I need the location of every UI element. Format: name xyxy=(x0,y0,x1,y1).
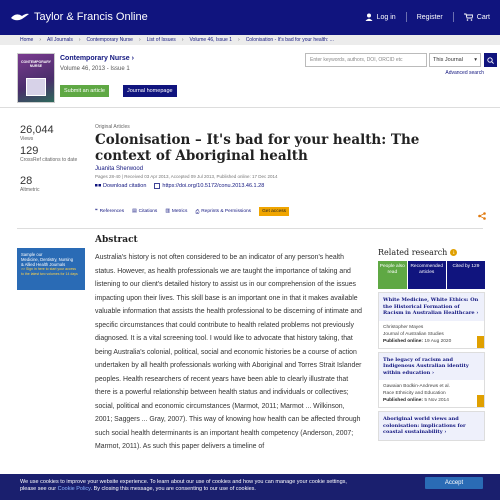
references-icon: ❝ xyxy=(95,209,98,214)
register-link[interactable]: Register xyxy=(416,13,443,21)
download-citation-link[interactable] xyxy=(95,183,146,189)
related-card[interactable] xyxy=(378,411,485,441)
cart-icon xyxy=(464,13,473,21)
metrics-icon: ▥ xyxy=(165,209,170,214)
article-dates: Pages 28-40 | Received 03 Apr 2013, Accepted 09 Jul 2013, Published online: 17 Dec 2014 xyxy=(95,174,278,179)
ad-line: & Allied Health Journals xyxy=(21,262,66,267)
ad-signin: >> Sign in here to start your access xyxy=(21,267,77,271)
share-icon xyxy=(478,212,486,220)
breadcrumb-caret: › xyxy=(181,37,184,43)
tab-references[interactable] xyxy=(95,209,124,214)
cookie-text: We use cookies to improve your website experience. To learn about our use of cookies and how you can manage your cookie settings, xyxy=(20,479,347,485)
views-label: Views xyxy=(20,136,34,142)
breadcrumb-caret: › xyxy=(78,37,81,43)
accept-cookies-button[interactable]: Accept xyxy=(425,477,483,489)
brand-name: Taylor & Francis Online xyxy=(34,11,148,23)
user-icon xyxy=(365,13,373,21)
search-scope-select[interactable] xyxy=(429,53,481,67)
breadcrumb-issues[interactable]: List of Issues xyxy=(146,37,176,43)
views-metric xyxy=(20,124,54,142)
related-card-author: Christopher Mayes xyxy=(383,324,424,330)
ribbon-icon xyxy=(477,336,484,348)
cart-link[interactable] xyxy=(464,13,490,21)
search-button[interactable] xyxy=(484,53,497,67)
share-button[interactable] xyxy=(478,207,486,225)
breadcrumb-caret: › xyxy=(138,37,141,43)
altmetric-label: Altmetric xyxy=(20,187,40,193)
cover-title: CONTEMPORARY NURSE xyxy=(21,60,52,68)
tab-recommended-articles[interactable]: Recommended articles xyxy=(408,261,446,289)
article-title: Colonisation – It's bad for your health: The context of Aboriginal health xyxy=(95,132,420,164)
advanced-search-link[interactable]: Advanced search xyxy=(445,70,484,76)
breadcrumb xyxy=(0,35,500,45)
submit-article-button[interactable]: Submit an article xyxy=(60,85,109,97)
info-icon[interactable]: i xyxy=(450,249,457,256)
doi-link[interactable] xyxy=(154,183,264,189)
citations-count: 129 xyxy=(20,145,39,157)
sample-journals-ad[interactable] xyxy=(17,248,85,290)
altmetric-metric[interactable] xyxy=(20,175,39,193)
article-type: Original Articles xyxy=(95,124,130,130)
tab-metrics[interactable] xyxy=(165,209,187,214)
related-card-title[interactable]: The legacy of racism and Indigenous Australian identity within education › xyxy=(379,353,484,381)
divider xyxy=(453,12,454,22)
breadcrumb-caret: › xyxy=(39,37,42,43)
related-card-title[interactable]: White Medicine, White Ethics: On the Historical Formation of Racism in Australian Healthcare › xyxy=(379,293,484,321)
login-label: Log in xyxy=(376,13,396,21)
download-citation-label: Download citation xyxy=(103,183,147,189)
related-card[interactable] xyxy=(378,352,485,409)
breadcrumb-article: Colonisation - It's bad for your health: ... xyxy=(245,37,334,43)
tab-reprints[interactable] xyxy=(195,209,251,215)
journal-cover[interactable] xyxy=(17,53,55,103)
ribbon-icon xyxy=(477,395,484,407)
related-card[interactable] xyxy=(378,292,485,349)
abstract-body: Australia's history is not often considered to be an indicator of any person's health status. However, as health professionals we are taught the importance of taking and listening to our client's detailed history to assist us in our comprehension of the issues impacting upon their lives. This skill base is an important one in that it makes available valuable information that assists the health professional to be discerning of intimate and specific circumstances that could contribute to health related problems not previously diagnosed. It is a vital screening tool. I would like to advocate that history taking, that being Australia's colonial, political, social and economic histories be a course of action undertaken by all health professionals working with Aboriginal and Torres Strait Islander peoples. Health researchers of recent years have been able to clearly illustrate that there is a powerful relationship between health status and individuals or collectives; social, political and economic circumstances (Marmot, 2011; Marmot ... Wilkinson, 2001; Saggers ... Gray, 2007). This way of knowing how health can be affected through such social health determinants is an important health competency (Anderson, 2007; Marmot, 2011). As such this paper delivers a timeline of xyxy=(95,254,362,450)
related-research-panel xyxy=(378,248,485,441)
tab-people-also-read[interactable]: People also read xyxy=(378,261,407,289)
views-count: 26,044 xyxy=(20,124,54,136)
related-heading: Related research xyxy=(378,248,448,257)
quote-icon xyxy=(95,184,101,189)
chevron-down-icon: ▾ xyxy=(474,57,477,63)
breadcrumb-caret: › xyxy=(238,37,240,43)
altmetric-count: 28 xyxy=(20,175,33,187)
tab-references-label: References xyxy=(99,209,125,214)
breadcrumb-home[interactable]: Home xyxy=(20,37,34,43)
related-card-journal: Journal of Australian Studies xyxy=(383,331,444,337)
logo-icon xyxy=(10,10,30,24)
breadcrumb-volume[interactable]: Volume 46, Issue 1 xyxy=(189,37,233,43)
tab-reprints-label: Reprints & Permissions xyxy=(201,209,252,214)
journal-title[interactable]: Contemporary Nurse › xyxy=(60,55,134,62)
ad-line: Medicine, Dentistry, Nursing xyxy=(21,257,74,262)
breadcrumb-journal[interactable]: Contemporary Nurse xyxy=(86,37,133,43)
top-bar xyxy=(0,0,500,35)
citations-label: CrossRef citations to date xyxy=(20,157,78,163)
related-card-author: Gawaian Bodkin-Andrews et al. xyxy=(383,384,450,389)
journal-volume: Volume 46, 2013 - Issue 1 xyxy=(60,66,130,72)
related-card-date: 19 Aug 2020 xyxy=(424,338,452,344)
article-author[interactable]: Juanita Sherwood xyxy=(95,166,144,172)
login-link[interactable] xyxy=(365,13,396,21)
reprints-icon: ⎙ xyxy=(195,209,200,215)
tab-cited-by[interactable]: Cited by 129 xyxy=(447,261,485,289)
related-card-published-label: Published online: xyxy=(383,398,423,403)
cart-label: Cart xyxy=(476,13,490,21)
related-card-published-label: Published online: xyxy=(383,338,423,344)
search-scope-value: This Journal xyxy=(433,57,463,63)
citations-metric[interactable] xyxy=(20,145,80,163)
divider xyxy=(406,12,407,22)
cover-art xyxy=(26,78,46,96)
tab-metrics-label: Metrics xyxy=(171,209,188,214)
tab-citations[interactable] xyxy=(132,209,157,214)
breadcrumb-all-journals[interactable]: All Journals xyxy=(47,37,73,43)
tab-citations-label: Citations xyxy=(138,209,158,214)
related-card-title[interactable]: Aboriginal world views and colonisation: implications for coastal sustainability › xyxy=(379,412,484,440)
citations-icon: ▤ xyxy=(132,209,137,214)
related-card-date: 5 Nov 2014 xyxy=(424,398,449,403)
search-icon xyxy=(487,57,494,64)
related-card-journal: Race Ethnicity and Education xyxy=(383,391,446,396)
divider xyxy=(17,228,483,229)
link-icon xyxy=(154,183,160,189)
cookie-policy-link[interactable]: Cookie Policy xyxy=(57,486,91,492)
ad-note: to the latest two volumes for 14 days xyxy=(21,272,78,276)
brand-logo[interactable] xyxy=(10,10,148,24)
abstract-heading: Abstract xyxy=(95,235,138,245)
divider xyxy=(0,107,500,108)
journal-homepage-button[interactable]: Journal homepage xyxy=(123,85,177,97)
cookie-text: . By closing this message, you are consenting to our use of cookies. xyxy=(90,486,256,492)
get-access-button[interactable]: Get access xyxy=(259,207,289,216)
cookie-text: please see our xyxy=(20,486,58,492)
ad-line: Sample our xyxy=(21,252,43,257)
search-input[interactable]: Enter keywords, authors, DOI, ORCID etc xyxy=(305,53,427,67)
doi-label: https://doi.org/10.5172/conu.2013.46.1.28 xyxy=(162,183,265,189)
